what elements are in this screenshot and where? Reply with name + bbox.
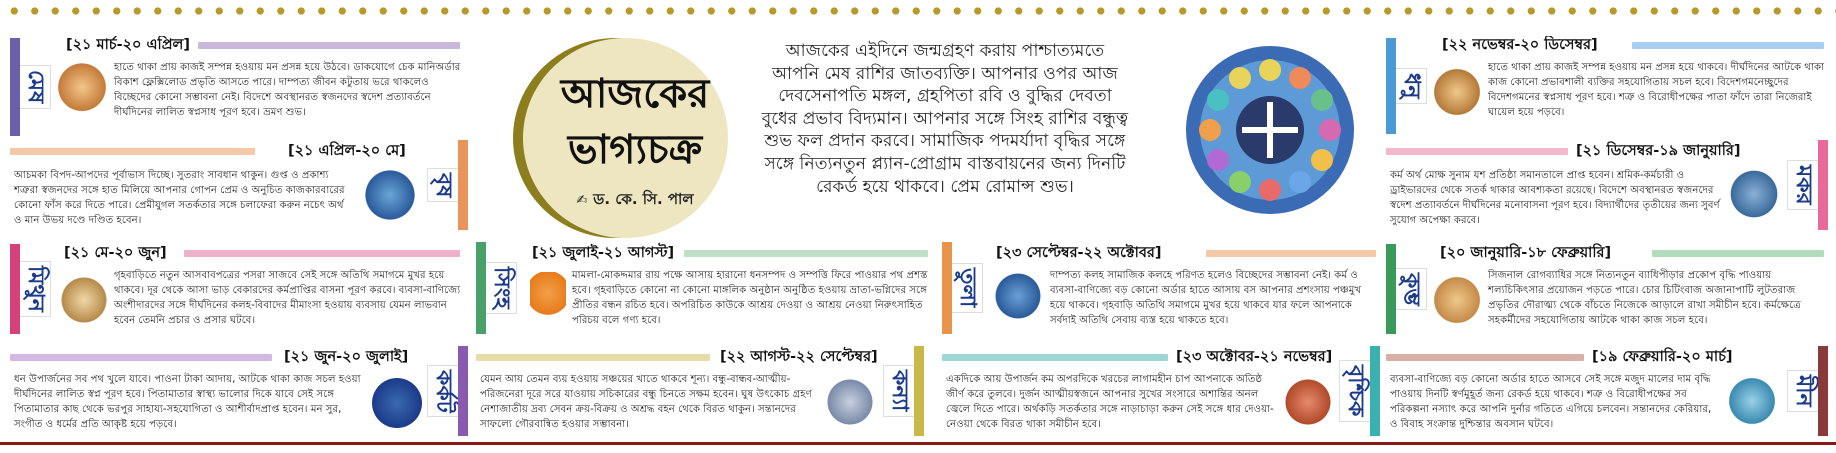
sign-name: বৃশ্চিক [1339, 360, 1371, 421]
card-karkat [10, 346, 470, 438]
date-range: [২১ মার্চ-২০ এপ্রিল] [66, 37, 190, 53]
libra-icon [992, 270, 1044, 322]
sign-name: মেষ [19, 65, 51, 108]
accent-bar [1386, 148, 1568, 155]
accent-bar [1652, 250, 1824, 257]
decorative-dot-border [0, 0, 1836, 22]
pisces-icon [1726, 374, 1778, 428]
sign-label-mesh [10, 38, 54, 136]
sign-label-mithun [10, 244, 54, 334]
accent-bar [1386, 354, 1584, 361]
accent-bar [184, 250, 460, 257]
title-text: আজকের ভাগ্যচক্র [560, 71, 710, 173]
sign-name: কুম্ভ [1395, 268, 1427, 311]
accent-bar [476, 354, 710, 361]
sign-label-makar [1784, 140, 1828, 230]
aries-icon [58, 62, 106, 118]
sign-label-brishchik [1336, 346, 1380, 436]
forecast-text: আচমকা বিপদ-আপদের পূর্বাভাস দিচ্ছে। সুতরাং সাবধান থাকুন। গুপ্ত ও প্রকাশ্য শত্রুরা স্বজনদের সঙ্গে হাত মিলিয়ে আপনার গোপন প্রেম ও অনুচিত কাজকারবারের কোনো ফাঁস করে দিতে পারে। প্রেমীযুগল সতর্কতার সঙ্গে চলাফেরা করুন নচেৎ অর্থ ও মান উভয় দণ্ডে দণ্ডিত হবেন। [14, 170, 345, 226]
card-meen [1386, 346, 1832, 438]
bottom-rule [0, 442, 1836, 445]
forecast-text: গৃহবাড়িতে নতুন আসবাবপত্রের পসরা সাজবে সেই সঙ্গে অতিথি সমাগমে মুখর হয়ে থাকবে। দূর থেকে আসা ভাড় বেকারদের কর্মপ্রাপ্তির বাসনা পূরণ করবে। ব্যবসা-বাণিজ্যে অংশীদারদের সঙ্গে দীর্ঘদিনের কলহ-বিবাদের মীমাংসা হওয়ায় ব্যবসায় যেমন লাভবান হবেন তেমনি প্রচার ও প্রসার ঘটবে। [114, 270, 461, 326]
date-range: [২১ জুলাই-২১ আগস্ট] [532, 245, 675, 261]
date-range: [২৩ অক্টোবর-২১ নভেম্বর] [1176, 349, 1333, 365]
sign-name: সিংহ [485, 262, 517, 314]
gemini-icon [60, 272, 108, 328]
date-range: [২২ আগস্ট-২২ সেপ্টেম্বর] [720, 349, 878, 365]
forecast-text: মামলা-মোকদ্দমার রায় পক্ষে আসায় হারানো ধনসম্পদ ও সম্পত্তি ফিরে পাওয়ার পথ প্রশস্ত হবে। গৃহবাড়িতে কোনো না কোনো মাঙ্গলিক অনুষ্ঠান অনুষ্ঠিত হওয়ায় ভ্রাতা-ভগ্নিদের সঙ্গে প্রীতির বন্ধন রচিত হবে। অপরিচিত কাউকে আশ্রয় দেওয়া ও আশ্রয় নেওয়া নিরুৎসাহিত পরিচয় বলে গণ্য হবে। [572, 270, 928, 326]
sign-name: মীন [1787, 370, 1819, 412]
sign-label-kumbha [1386, 244, 1430, 334]
card-mesh [10, 36, 470, 136]
forecast-text: সিজনাল রোগব্যাধির সঙ্গে নিত্যনতুন ব্যাধিপীড়ার প্রকোপ বৃদ্ধি পাওয়ায় শল্যচিকিৎসার প্রয়োজন পড়তে পারে। চোর চিটিংবাজ অজানাপাটি লুটতরাজ প্রভৃতির দৌরাত্ম্য থেকে বাঁচতে নিজেকে আড়ালে রাখা সমীচীন হবে। কর্মক্ষেত্রে সহকর্মীদের সহযোগিতায় আটকে থাকা কাজ সচল হবে। [1488, 270, 1801, 326]
birthday-intro: আজকের এইদিনে জন্মগ্রহণ করায় পাশ্চাত্যমতে আপনি মেষ রাশির জাতব্যক্তি। আপনার ওপর আজ দেবসেনাপতি মঙ্গল, গ্রহপিতা রবি ও বুদ্ধির দেবতা বুধের প্রভাব বিদ্যমান। আপনার সঙ্গে সিংহ রাশির বন্ধুত্ব শুভ ফল প্রদান করবে। সামাজিক পদমর্যাদা বৃদ্ধির সঙ্গে সঙ্গে নিত্যনতুন প্ল্যান-প্রোগ্রাম বাস্তবায়নের জন্য দিনটি রেকর্ড হয়ে থাকবে। প্রেম রোমান্স শুভ। [761, 41, 1129, 197]
sign-name: তুলা [951, 263, 983, 312]
sign-name: বৃষ [427, 168, 459, 202]
virgo-icon [826, 374, 874, 430]
page-title [545, 66, 725, 178]
cancer-icon [372, 378, 422, 428]
sign-label-tula [942, 242, 986, 334]
date-range: [২০ জানুয়ারি-১৮ ফেব্রুয়ারি] [1440, 245, 1612, 261]
sign-label-meen [1784, 346, 1828, 436]
sign-name: মকর [1787, 160, 1819, 210]
date-range: [১৯ ফেব্রুয়ারি-২০ মার্চ] [1592, 349, 1733, 365]
accent-bar [684, 250, 928, 257]
forecast-text: ব্যবসা-বাণিজ্যে বড় কোনো অর্ডার হাতে আসবে সেই সঙ্গে মজুদ মালের দাম বৃদ্ধি পাওয়ায় দিনটি স্বর্ণমুহূর্ত জন্য রেকর্ড হয়ে থাকবে। শত্রু ও বিরোধীপক্ষের সব পরিকল্পনা নস্যাৎ করে আপনি দুর্নার গতিতে এগিয়ে চলবেন। সন্তানদের কেরিয়ার, ও বিবাহ সংক্রান্ত দুশ্চিন্তার অবসান ঘটবে। [1390, 374, 1712, 430]
sign-label-dhanu [1386, 38, 1430, 134]
accent-bar [198, 42, 460, 49]
card-tula [942, 242, 1382, 336]
pen-icon: ✍ [576, 193, 588, 208]
date-range: [২১ মে-২০ জুন] [64, 245, 167, 261]
sign-label-singha [476, 242, 520, 334]
card-kanya [476, 346, 936, 438]
leo-icon [530, 272, 566, 324]
zodiac-wheel-image [1180, 40, 1360, 220]
capricorn-icon [1728, 166, 1780, 222]
forecast-text: একদিকে আয় উপার্জন কম অপরদিকে খরচের লাগামহীন চাপ আপনাকে অতিষ্ঠ জীর্ণ করে তুলবে। দুর্জন আত্মীয়স্বজনে আপনার সুখের সংসারে অশান্তির অনল জ্বেলে দিতে পারে। অর্থকড়ি সতর্কতার সঙ্গে নাড়াচাড়া করুন সেই সঙ্গে ধার দেওয়া-নেওয়া থেকে বিরত থাকা সমীচীন হবে। [946, 374, 1274, 430]
sign-label-kanya [880, 346, 924, 436]
card-brish [10, 140, 470, 232]
card-brishchik [942, 346, 1382, 438]
date-range: [২১ জুন-২০ জুলাই] [284, 349, 409, 365]
sign-name: কন্যা [883, 365, 915, 416]
forecast-text: হাতে থাকা প্রায় কাজই সম্পন্ন হওয়ায় মন প্রসন্ন হয়ে উঠবে। ডাকযোগে চেক মানিঅর্ডার বিকাশ ফ্লেক্সিলোড প্রভৃতি আসতে পারে। দাম্পত্য জীবন কটুতায় ভরে থাকলেও বিচ্ছেদের কোনো সম্ভাবনা নেই। বিদেশে অবস্থানরত স্বজনদের স্বদেশ প্রত্যাবর্তনে দীর্ঘদিনের লালিত স্বপ্নসাধ পূরণ হবে। ভ্রমণ শুভ। [114, 62, 461, 118]
sign-label-karkat [424, 346, 468, 436]
author-name: ড. কে. সি. পাল [593, 190, 694, 208]
accent-bar [1632, 42, 1824, 49]
accent-bar [10, 354, 272, 361]
author-byline [540, 188, 730, 213]
masthead [515, 38, 745, 238]
date-range: [২১ এপ্রিল-২০ মে] [288, 143, 406, 159]
sign-name: ধনু [1395, 68, 1427, 103]
forecast-text: ধন উপার্জনের সব পথ খুলে যাবে। পাওনা টাকা আদায়, আটকে থাকা কাজ সচল হওয়া দীর্ঘদিনের লালিত স্বপ্ন পূরণ হবে। পিতামাতার স্বাস্থ্য ভালোর দিকে যাবে সেই সঙ্গে পিতামাতার কাছ থেকে ভরপুর সাহায্য-সহযোগিতা ও আশীর্বাদপ্রাপ্ত হবেন। মন সুর, সংগীত ও ধর্মের প্রতি আকৃষ্ট হয়ে পড়বে। [14, 374, 361, 430]
aquarius-icon [1432, 272, 1482, 328]
sagittarius-icon [1432, 64, 1482, 120]
forecast-text: হাতে থাকা প্রায় কাজই সম্পন্ন হওয়ায় মন প্রসন্ন হয়ে থাকবে। দীর্ঘদিনের আটকে থাকা কাজ কোনো প্রভাবশালী ব্যক্তির সহযোগিতায় সচল হবে। বিদেশগমনেচ্ছুদের বিদেশগমনের স্বপ্নসাধ পূরণ হবে। শত্রু ও বিরোধীপক্ষের পাতা ফাঁদে তারা নিজেরাই ঘায়েল হয়ে পড়বে। [1488, 62, 1825, 118]
date-range: [২৩ সেপ্টেম্বর-২২ অক্টোবর] [996, 245, 1162, 261]
card-singha [476, 242, 936, 336]
date-range: [২১ ডিসেম্বর-১৯ জানুয়ারি] [1576, 143, 1741, 159]
accent-bar [10, 148, 255, 155]
taurus-icon [362, 166, 418, 224]
card-makar [1386, 140, 1832, 232]
forecast-text: কর্ম অর্থ মোক্ষ সুনাম যশ প্রতিষ্ঠা সমানতালে প্রাপ্ত হবেন। শ্রমিক-কর্মচারী ও ড্রাইভারদের থেকে সতর্ক থাকার আবশ্যকতা রয়েছে। বিদেশে অবস্থানরত স্বজনদের স্বদেশ প্রত্যাবর্তনে দীর্ঘদিনের মনোবাসনা পূরণ হবে। বিদ্যার্থীদের তৃতীয়ের জন্য সুবর্ণ সুযোগ অপেক্ষা করবে। [1390, 170, 1720, 226]
forecast-text: যেমন আয় তেমন ব্যয় হওয়ায় সঞ্চয়ের খাতে থাকবে শূন্য। বন্ধু-বান্ধব-আত্মীয়-পরিজনেরা দূরে সরে যাওয়ায় সচিকারের বন্ধু চিনতে সক্ষম হবেন। ঘুষ উৎকোচ গ্রহণ নেশাজাতীয় দ্রব্য সেবন ক্রয়-বিক্রয় ও অশ্রদ্ধ বহন থেকে বিরত থাকুন। সন্তানদের সাফল্যে গৌরবান্বিত হওয়ার সম্ভাবনা। [480, 374, 812, 430]
scorpio-icon [1284, 374, 1332, 430]
accent-bar [942, 354, 1168, 361]
card-kumbha [1386, 242, 1832, 336]
sign-label-brish [424, 140, 468, 230]
date-range: [২২ নভেম্বর-২০ ডিসেম্বর] [1442, 37, 1598, 53]
accent-bar [1206, 250, 1376, 257]
sign-name: কর্কট [427, 365, 459, 418]
card-dhanu [1386, 36, 1832, 136]
sign-name: মিথুন [19, 261, 51, 317]
card-mithun [10, 242, 470, 336]
forecast-text: দাম্পত্য কলহ সামাজিক কলহে পরিণত হলেও বিচ্ছেদের সম্ভাবনা নেই। কর্ম ও ব্যবসা-বাণিজ্যে বড় কোনো অর্ডার হাতে আসায় বস আপনার প্রশংসায় পঞ্চমুখ হয়ে থাকবে। গৃহবাড়ি অতিথি সমাগমে মুখর হয়ে থাকবে যার ফলে আপনাকে সর্বদাই অতিথি সেবায় ব্যস্ত হয়ে থাকতে হবে। [1050, 270, 1362, 326]
